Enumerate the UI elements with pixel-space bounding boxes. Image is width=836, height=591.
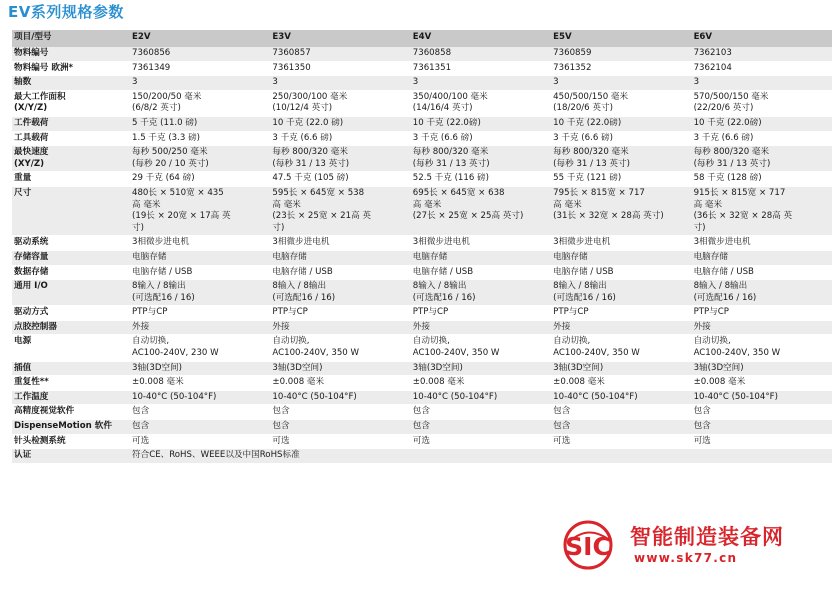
table-cell: 每秒 800/320 毫米 (每秒 31 / 13 英寸) — [270, 146, 410, 172]
table-cell: 自动切换, AC100-240V, 230 W — [130, 335, 270, 361]
table-cell: 250/300/100 毫米 (10/12/4 英寸) — [270, 90, 410, 116]
table-cell: ±0.008 毫米 — [130, 376, 270, 391]
table-cell: 包含 — [551, 420, 691, 435]
table-cell: 8输入 / 8输出 (可选配16 / 16) — [270, 280, 410, 306]
table-row — [12, 76, 832, 91]
table-cell: 可选 — [692, 434, 832, 449]
header-cell-e4v: E4V — [411, 30, 551, 47]
table-cell: 电脑存储 / USB — [270, 265, 410, 280]
table-row — [12, 146, 832, 172]
table-cell: 10 千克 (22.0磅) — [551, 116, 691, 131]
table-cell: 自动切换, AC100-240V, 350 W — [551, 335, 691, 361]
table-row — [12, 420, 832, 435]
row-label-cell: 轴数 — [12, 76, 130, 91]
table-row — [12, 131, 832, 146]
table-cell: ±0.008 毫米 — [411, 376, 551, 391]
table-cell: 450/500/150 毫米 (18/20/6 英寸) — [551, 90, 691, 116]
table-cell: 外接 — [551, 320, 691, 335]
watermark-url: www.sk77.cn — [634, 551, 738, 565]
row-label-cell: 最大工作面积 (X/Y/Z) — [12, 90, 130, 116]
logo-lettering: SIC — [565, 532, 611, 561]
table-cell: 每秒 800/320 毫米 (每秒 31 / 13 英寸) — [551, 146, 691, 172]
table-cell: 3轴(3D空间) — [130, 361, 270, 376]
table-cell: 1.5 千克 (3.3 磅) — [130, 131, 270, 146]
table-cell: 915长 × 815宽 × 717 高 毫米 (36长 × 32宽 × 28高 英 寸) — [692, 186, 832, 235]
table-cell: 3 — [130, 76, 270, 91]
table-row — [12, 320, 832, 335]
table-cell: 3轴(3D空间) — [551, 361, 691, 376]
watermark — [560, 517, 830, 573]
row-label-cell: 工件载荷 — [12, 116, 130, 131]
table-cell: 3相微步进电机 — [270, 236, 410, 251]
table-cell: 58 千克 (128 磅) — [692, 172, 832, 187]
table-row — [12, 90, 832, 116]
table-cell: 7360858 — [411, 47, 551, 61]
header-row — [12, 30, 832, 47]
page-title: EV系列规格参数 — [8, 3, 124, 21]
row-label-cell: 重复性** — [12, 376, 130, 391]
table-cell: 7360856 — [130, 47, 270, 61]
table-cell: 695长 × 645宽 × 638 高 毫米 (27长 × 25宽 × 25高 英寸) — [411, 186, 551, 235]
table-cell: 每秒 800/320 毫米 (每秒 31 / 13 英寸) — [692, 146, 832, 172]
table-row — [12, 265, 832, 280]
table-row — [12, 361, 832, 376]
table-cell: 52.5 千克 (116 磅) — [411, 172, 551, 187]
header-cell-e5v: E5V — [551, 30, 691, 47]
table-row — [12, 116, 832, 131]
table-cell: PTP与CP — [411, 306, 551, 321]
table-cell: 3相微步进电机 — [130, 236, 270, 251]
row-label-cell: 尺寸 — [12, 186, 130, 235]
spec-table — [12, 30, 832, 463]
table-row — [12, 335, 832, 361]
row-label-cell: 重量 — [12, 172, 130, 187]
table-cell: 3 千克 (6.6 磅) — [551, 131, 691, 146]
table-cell: 3 — [692, 76, 832, 91]
table-cell: 3 千克 (6.6 磅) — [692, 131, 832, 146]
table-cell: 795长 × 815宽 × 717 高 毫米 (31长 × 32宽 × 28高 英寸) — [551, 186, 691, 235]
table-cell: 电脑存储 / USB — [692, 265, 832, 280]
row-label-cell: 工作温度 — [12, 390, 130, 405]
header-cell-e2v: E2V — [130, 30, 270, 47]
table-row — [12, 61, 832, 76]
table-cell: 外接 — [692, 320, 832, 335]
table-cell: 3 — [270, 76, 410, 91]
table-cell: 7362104 — [692, 61, 832, 76]
table-cell: 外接 — [411, 320, 551, 335]
table-cell: ±0.008 毫米 — [692, 376, 832, 391]
table-cell: 自动切换, AC100-240V, 350 W — [411, 335, 551, 361]
row-label-cell: 工具载荷 — [12, 131, 130, 146]
table-cell: 29 千克 (64 磅) — [130, 172, 270, 187]
table-cell: ±0.008 毫米 — [551, 376, 691, 391]
table-cell: 10-40°C (50-104°F) — [270, 390, 410, 405]
table-cell: 包含 — [130, 420, 270, 435]
table-cell: 10 千克 (22.0 磅) — [270, 116, 410, 131]
table-cell: 3相微步进电机 — [411, 236, 551, 251]
table-cell: 电脑存储 — [130, 250, 270, 265]
table-cell: 电脑存储 — [270, 250, 410, 265]
table-cell: 3 — [411, 76, 551, 91]
row-label-cell: 数据存储 — [12, 265, 130, 280]
sic-logo-icon — [562, 519, 622, 571]
table-cell: 包含 — [270, 405, 410, 420]
table-cell: 3相微步进电机 — [551, 236, 691, 251]
row-label-cell: 物料编号 欧洲* — [12, 61, 130, 76]
table-cell: 8输入 / 8输出 (可选配16 / 16) — [692, 280, 832, 306]
table-cell: 3轴(3D空间) — [270, 361, 410, 376]
table-row — [12, 47, 832, 61]
table-cell: 包含 — [551, 405, 691, 420]
row-label-cell: 存储容量 — [12, 250, 130, 265]
table-row — [12, 172, 832, 187]
row-label-cell: 物料编号 — [12, 47, 130, 61]
table-cell: 包含 — [411, 405, 551, 420]
row-label-cell: 点胶控制器 — [12, 320, 130, 335]
table-cell: 电脑存储 / USB — [551, 265, 691, 280]
table-cell: 3轴(3D空间) — [411, 361, 551, 376]
table-row — [12, 280, 832, 306]
table-cell: 7361351 — [411, 61, 551, 76]
table-cell: PTP与CP — [270, 306, 410, 321]
row-label-cell: 插值 — [12, 361, 130, 376]
table-cell: PTP与CP — [130, 306, 270, 321]
table-cell: 350/400/100 毫米 (14/16/4 英寸) — [411, 90, 551, 116]
table-cell: 5 千克 (11.0 磅) — [130, 116, 270, 131]
table-cell: 自动切换, AC100-240V, 350 W — [692, 335, 832, 361]
table-cell: 8输入 / 8输出 (可选配16 / 16) — [551, 280, 691, 306]
table-cell: 7361350 — [270, 61, 410, 76]
table-cell: 3 — [551, 76, 691, 91]
header-cell-item: 项目/型号 — [12, 30, 130, 47]
table-cell: 电脑存储 — [551, 250, 691, 265]
table-cell: 包含 — [692, 405, 832, 420]
header-cell-e3v: E3V — [270, 30, 410, 47]
table-cell: 外接 — [270, 320, 410, 335]
table-cell: 8输入 / 8输出 (可选配16 / 16) — [411, 280, 551, 306]
table-cell: 每秒 800/320 毫米 (每秒 31 / 13 英寸) — [411, 146, 551, 172]
table-cell: 7361352 — [551, 61, 691, 76]
table-cell: PTP与CP — [692, 306, 832, 321]
row-label-cell: 最快速度 (XY/Z) — [12, 146, 130, 172]
table-cell: 可选 — [130, 434, 270, 449]
table-cell: 可选 — [270, 434, 410, 449]
table-row — [12, 390, 832, 405]
table-cell: 7361349 — [130, 61, 270, 76]
table-cell: PTP与CP — [551, 306, 691, 321]
table-cell: 包含 — [411, 420, 551, 435]
row-label-cell: 高精度视觉软件 — [12, 405, 130, 420]
table-row — [12, 186, 832, 235]
table-cell: 电脑存储 / USB — [130, 265, 270, 280]
table-cell: ±0.008 毫米 — [270, 376, 410, 391]
header-cell-e6v: E6V — [692, 30, 832, 47]
row-label-cell: DispenseMotion 软件 — [12, 420, 130, 435]
row-label-cell: 驱动系统 — [12, 236, 130, 251]
table-cell: 10-40°C (50-104°F) — [130, 390, 270, 405]
table-row — [12, 376, 832, 391]
watermark-title: 智能制造装备网 — [630, 525, 784, 549]
table-row — [12, 434, 832, 449]
table-cell: 7362103 — [692, 47, 832, 61]
table-cell: 480长 × 510宽 × 435 高 毫米 (19长 × 20宽 × 17高 英 寸) — [130, 186, 270, 235]
table-row — [12, 236, 832, 251]
table-cell: 8输入 / 8输出 (可选配16 / 16) — [130, 280, 270, 306]
table-cell: 10 千克 (22.0磅) — [411, 116, 551, 131]
table-cell: 10-40°C (50-104°F) — [692, 390, 832, 405]
table-cell: 3 千克 (6.6 磅) — [270, 131, 410, 146]
table-cell: 可选 — [411, 434, 551, 449]
table-cell: 电脑存储 — [411, 250, 551, 265]
table-cell: 包含 — [692, 420, 832, 435]
table-cell: 可选 — [551, 434, 691, 449]
table-cell: 10-40°C (50-104°F) — [551, 390, 691, 405]
table-cell: 电脑存储 / USB — [411, 265, 551, 280]
table-cell: 570/500/150 毫米 (22/20/6 英寸) — [692, 90, 832, 116]
row-label-cell: 认证 — [12, 449, 130, 463]
table-cell: 3相微步进电机 — [692, 236, 832, 251]
table-cell: 自动切换, AC100-240V, 350 W — [270, 335, 410, 361]
table-cell: 7360857 — [270, 47, 410, 61]
table-cell: 电脑存储 — [692, 250, 832, 265]
table-row — [12, 250, 832, 265]
table-cell: 7360859 — [551, 47, 691, 61]
table-row — [12, 306, 832, 321]
row-label-cell: 针头检测系统 — [12, 434, 130, 449]
table-cell: 包含 — [270, 420, 410, 435]
row-label-cell: 电源 — [12, 335, 130, 361]
table-cell: 55 千克 (121 磅) — [551, 172, 691, 187]
table-cell: 3轴(3D空间) — [692, 361, 832, 376]
table-row — [12, 405, 832, 420]
row-label-cell: 驱动方式 — [12, 306, 130, 321]
row-label-cell: 通用 I/O — [12, 280, 130, 306]
table-row — [12, 449, 832, 463]
table-cell: 3 千克 (6.6 磅) — [411, 131, 551, 146]
table-cell: 符合CE、RoHS、WEEE以及中国RoHS标准 — [130, 449, 832, 463]
table-cell: 10 千克 (22.0磅) — [692, 116, 832, 131]
table-cell: 外接 — [130, 320, 270, 335]
spec-table-body — [12, 47, 832, 463]
table-cell: 595长 × 645宽 × 538 高 毫米 (23长 × 25宽 × 21高 英 寸) — [270, 186, 410, 235]
table-cell: 150/200/50 毫米 (6/8/2 英寸) — [130, 90, 270, 116]
table-cell: 每秒 500/250 毫米 (每秒 20 / 10 英寸) — [130, 146, 270, 172]
table-cell: 10-40°C (50-104°F) — [411, 390, 551, 405]
table-cell: 包含 — [130, 405, 270, 420]
table-cell: 47.5 千克 (105 磅) — [270, 172, 410, 187]
